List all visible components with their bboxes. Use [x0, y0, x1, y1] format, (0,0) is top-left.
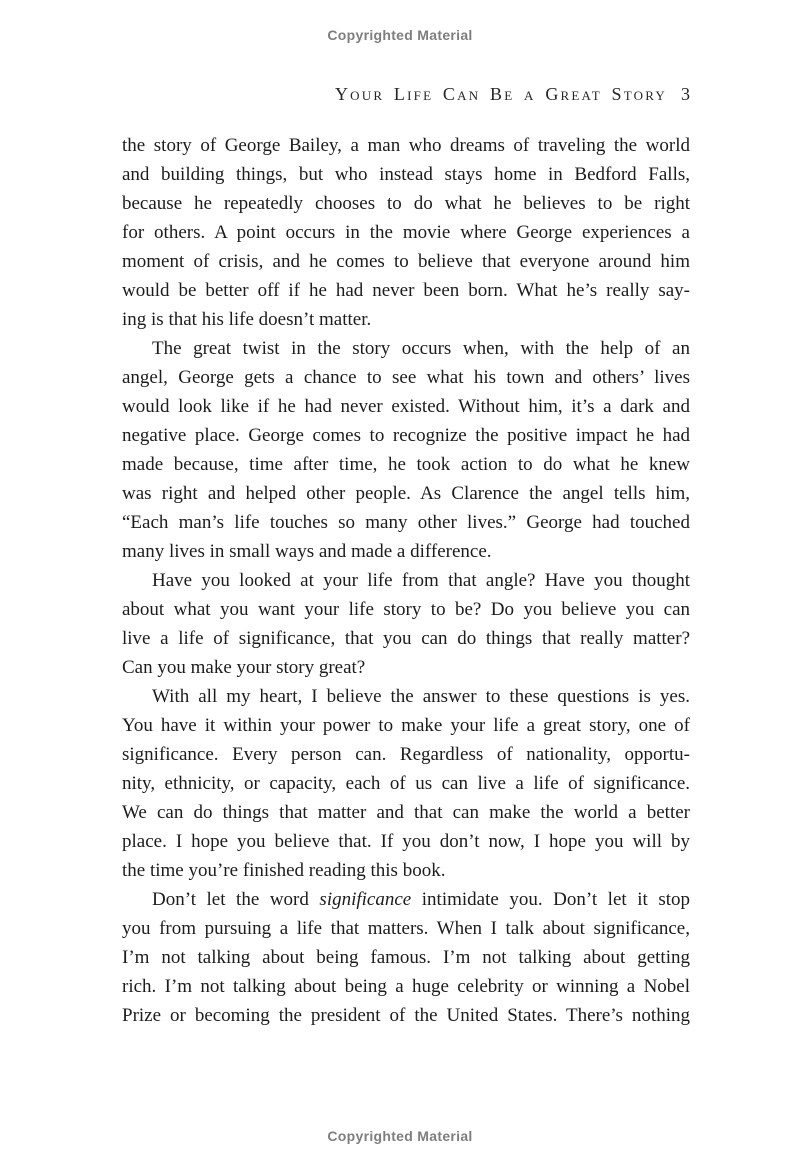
text-segment: With all my heart, I believe the answer to these questions is yes. [152, 686, 690, 707]
text-line [122, 508, 690, 537]
text-line [122, 421, 690, 450]
text-line [122, 247, 690, 276]
text-segment: was right and helped other people. As Clarence the angel tells him, [122, 483, 690, 504]
text-segment: significance. Every person can. Regardless of nationality, opportu- [122, 744, 690, 765]
text-line [122, 595, 690, 624]
text-segment: nity, ethnicity, or capacity, each of us can live a life of significance. [122, 773, 690, 794]
text-line [122, 1001, 690, 1030]
text-segment: made because, time after time, he took action to do what he knew [122, 454, 690, 475]
copyright-notice-top: Copyrighted Material [327, 27, 473, 43]
text-line [122, 943, 690, 972]
text-line [122, 305, 690, 334]
text-line [122, 392, 690, 421]
text-line [122, 450, 690, 479]
text-segment: The great twist in the story occurs when, with the help of an [152, 338, 690, 359]
text-line [122, 740, 690, 769]
text-segment: you from pursuing a life that matters. When I talk about significance, [122, 918, 690, 939]
body-paragraph [122, 334, 690, 566]
text-segment: rich. I’m not talking about being a huge celebrity or winning a Nobel [122, 976, 690, 997]
text-line [122, 160, 690, 189]
text-line [122, 276, 690, 305]
text-segment: intimidate you. Don’t let it stop [411, 889, 690, 910]
text-line [122, 218, 690, 247]
text-segment: angel, George gets a chance to see what his town and others’ lives [122, 367, 690, 388]
text-line [122, 827, 690, 856]
text-segment: ing is that his life doesn’t matter. [122, 309, 372, 330]
text-line [122, 566, 690, 595]
text-line [122, 189, 690, 218]
text-line [122, 131, 690, 160]
text-segment: the time you’re finished reading this book. [122, 860, 446, 881]
italic-text: significance [319, 889, 412, 910]
text-segment: Don’t let the word [152, 889, 320, 910]
text-line [122, 682, 690, 711]
text-segment: You have it within your power to make your life a great story, one of [122, 715, 690, 736]
copyright-notice-bottom: Copyrighted Material [327, 1128, 473, 1144]
page-number: 3 [681, 84, 690, 104]
text-line [122, 711, 690, 740]
text-line [122, 769, 690, 798]
running-head-title: Your Life Can Be a Great Story [334, 84, 667, 104]
text-segment: about what you want your life story to be? Do you believe you can [122, 599, 690, 620]
text-segment: live a life of significance, that you can do things that really matter? [122, 628, 690, 649]
text-segment: I’m not talking about being famous. I’m not talking about getting [122, 947, 690, 968]
text-segment: moment of crisis, and he comes to believe that everyone around him [122, 251, 690, 272]
text-line [122, 363, 690, 392]
body-text [122, 131, 690, 1030]
text-line [122, 972, 690, 1001]
text-line [122, 334, 690, 363]
text-segment: Can you make your story great? [122, 657, 366, 678]
text-segment: and building things, but who instead stays home in Bedford Falls, [122, 164, 690, 185]
text-line [122, 479, 690, 508]
text-segment: the story of George Bailey, a man who dreams of traveling the world [122, 135, 690, 156]
body-paragraph [122, 885, 690, 1030]
text-line [122, 798, 690, 827]
text-segment: “Each man’s life touches so many other lives.” George had touched [122, 512, 690, 533]
text-segment: many lives in small ways and made a difference. [122, 541, 492, 562]
text-line [122, 885, 690, 914]
text-line [122, 914, 690, 943]
body-paragraph [122, 682, 690, 885]
text-segment: Have you looked at your life from that angle? Have you thought [152, 570, 690, 591]
text-segment: because he repeatedly chooses to do what he believes to be right [122, 193, 690, 214]
text-segment: negative place. George comes to recognize the positive impact he had [122, 425, 690, 446]
text-segment: We can do things that matter and that can make the world a better [122, 802, 690, 823]
text-segment: Prize or becoming the president of the United States. There’s nothing [122, 1005, 690, 1026]
text-segment: for others. A point occurs in the movie where George experiences a [122, 222, 690, 243]
text-line [122, 624, 690, 653]
running-head [122, 84, 690, 105]
body-paragraph [122, 566, 690, 682]
body-paragraph [122, 131, 690, 334]
text-line [122, 856, 690, 885]
text-segment: would be better off if he had never been born. What he’s really say- [122, 280, 690, 301]
text-line [122, 653, 690, 682]
text-line [122, 537, 690, 566]
text-segment: would look like if he had never existed. Without him, it’s a dark and [122, 396, 690, 417]
text-segment: place. I hope you believe that. If you don’t now, I hope you will by [122, 831, 690, 852]
